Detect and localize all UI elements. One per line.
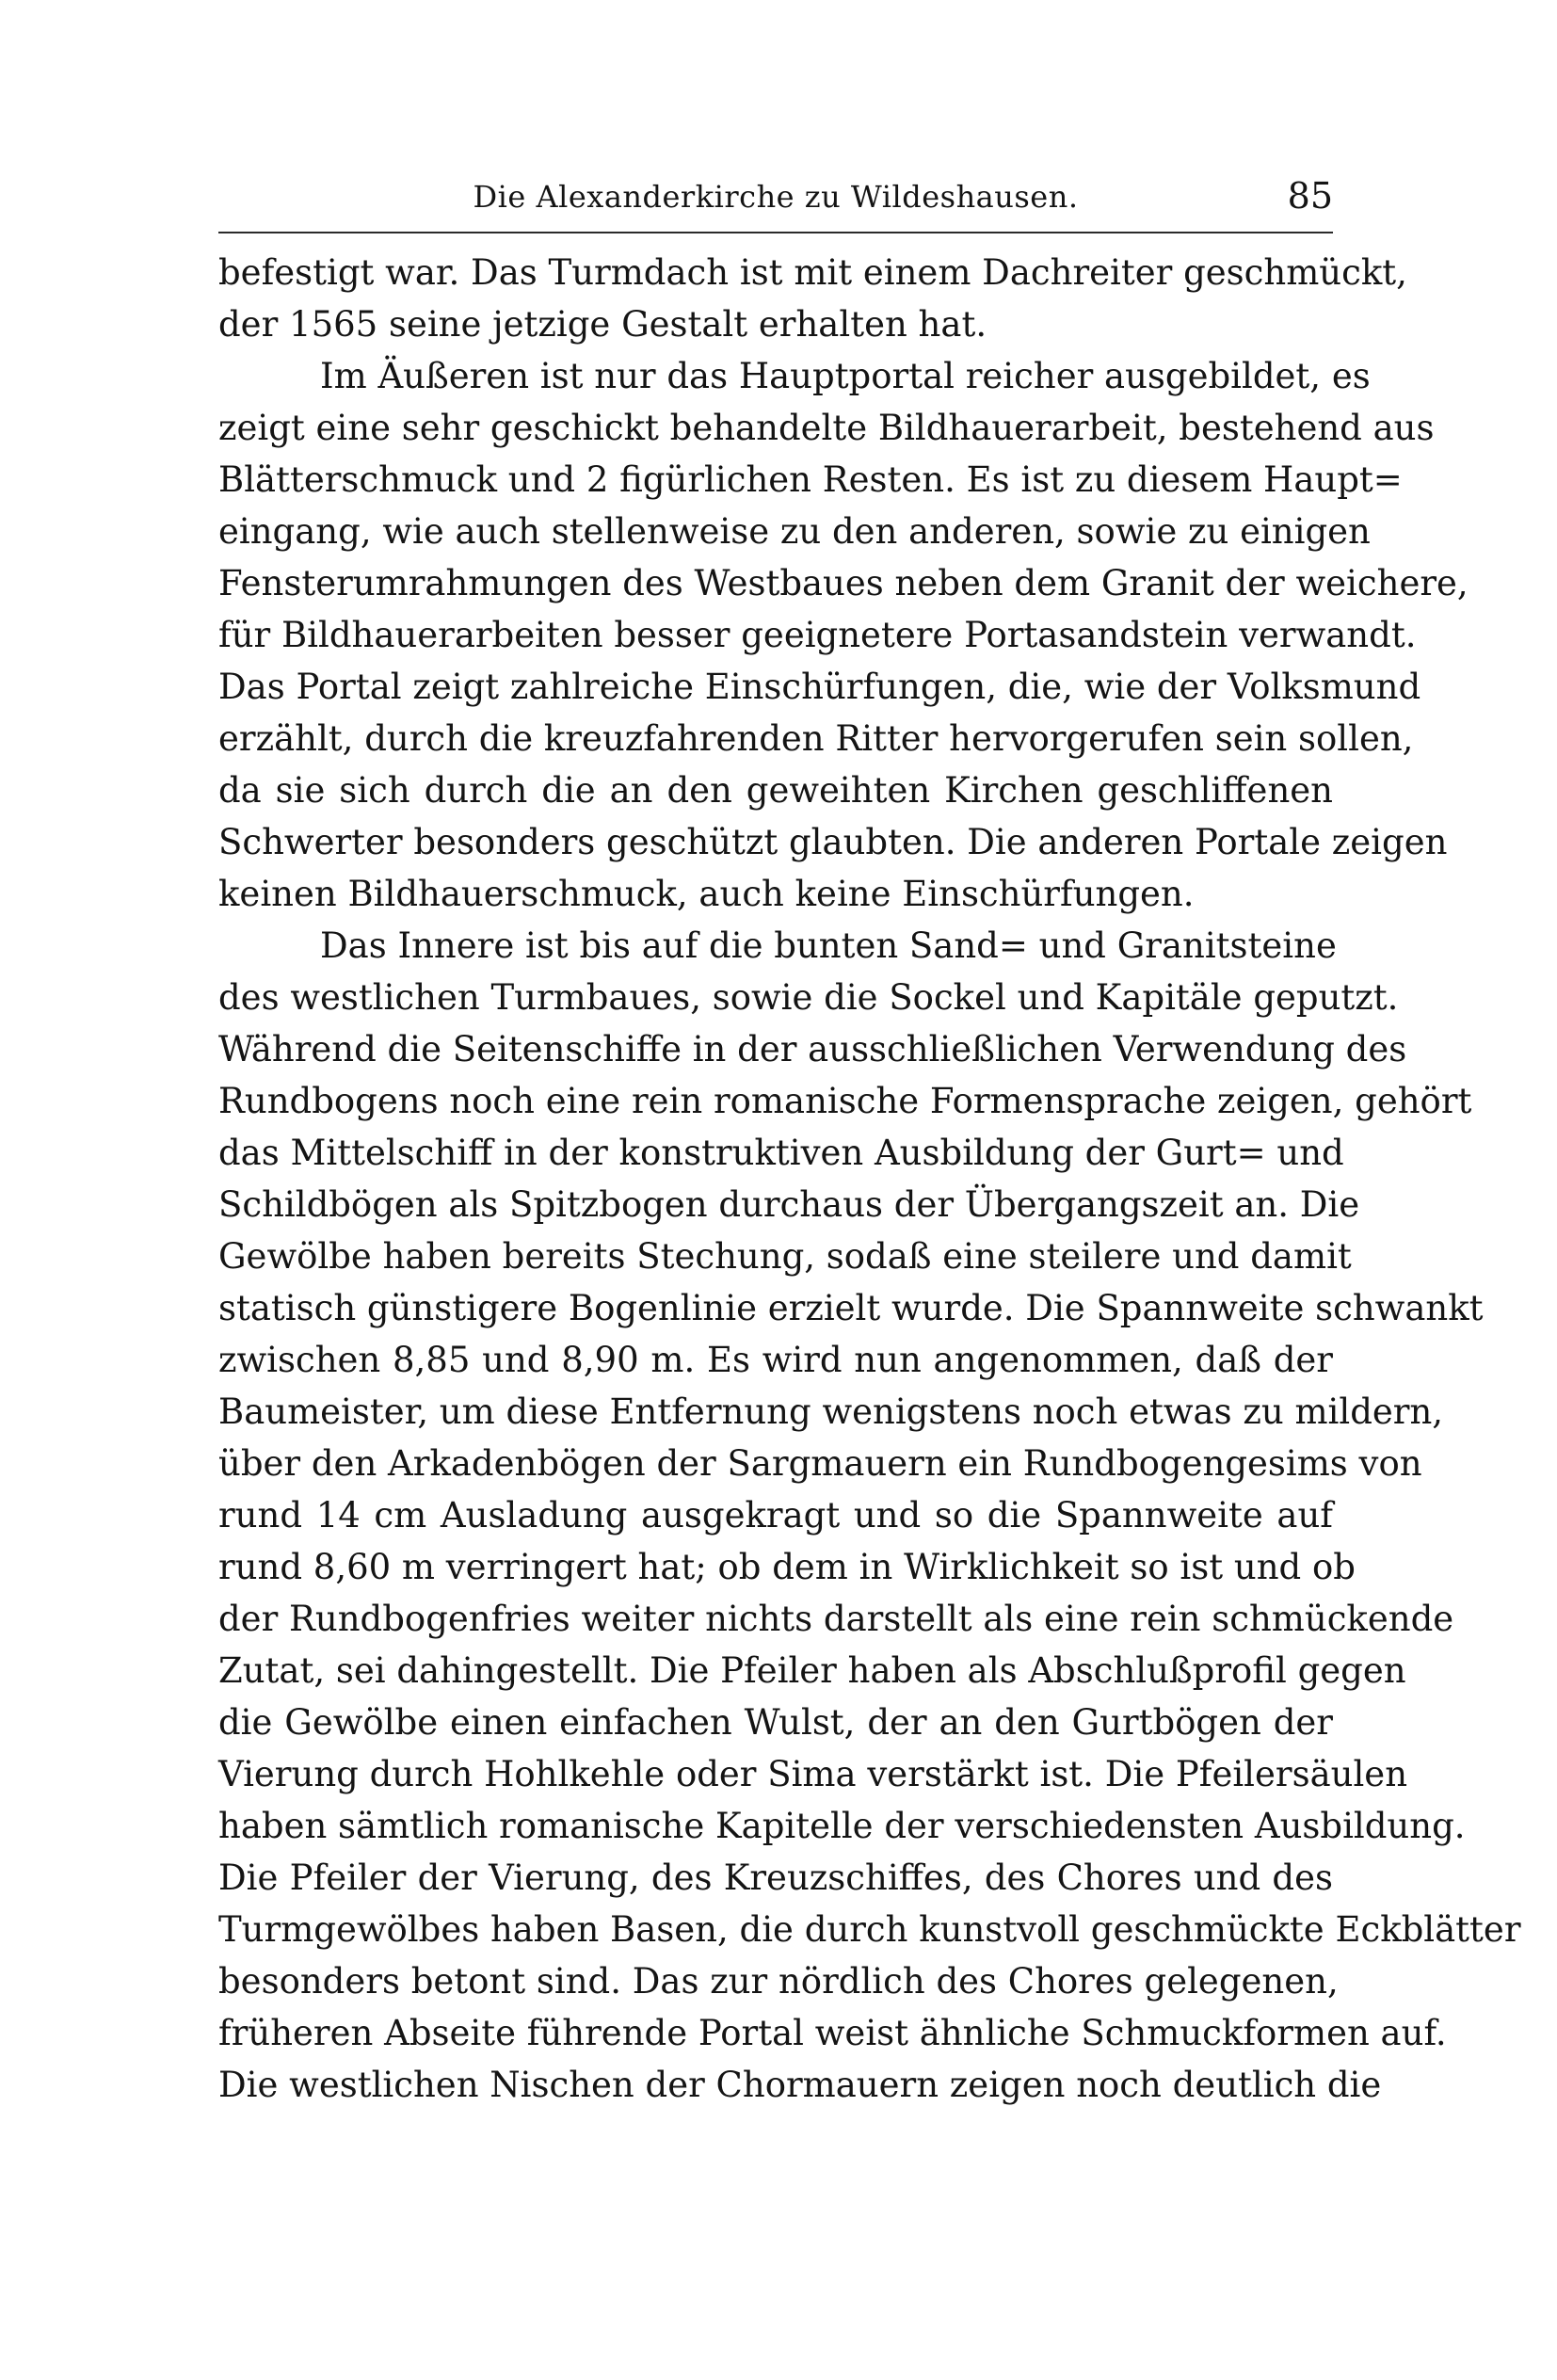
text-line: Blätterschmuck und 2 figürlichen Resten. Es ist zu diesem Haupt= <box>218 459 1403 500</box>
paragraph-first-line: Das Innere ist bis auf die bunten Sand= und Granitsteine <box>320 925 1337 966</box>
text-line: zeigt eine sehr geschickt behandelte Bildhauerarbeit, bestehend aus <box>218 408 1435 448</box>
text-line: der 1565 seine jetzige Gestalt erhalten hat. <box>218 304 987 345</box>
text-line: rund 8,60 m verringert hat; ob dem in Wirklichkeit so ist und ob <box>218 1547 1356 1587</box>
body-text <box>218 247 1521 2111</box>
text-line: statisch günstigere Bogenlinie erzielt wurde. Die Spannweite schwankt <box>218 1288 1484 1328</box>
text-line: Die westlichen Nischen der Chormauern zeigen noch deutlich die <box>218 2065 1382 2105</box>
header-rule <box>218 232 1333 233</box>
running-header <box>218 175 1333 228</box>
text-line: rund 14 cm Ausladung ausgekragt und so die Spannweite auf <box>218 1495 1333 1536</box>
text-line: befestigt war. Das Turmdach ist mit einem Dachreiter geschmückt, <box>218 252 1407 293</box>
text-line: Vierung durch Hohlkehle oder Sima verstärkt ist. Die Pfeilersäulen <box>218 1754 1408 1794</box>
text-line: keinen Bildhauerschmuck, auch keine Einschürfungen. <box>218 874 1195 914</box>
text-line: Das Portal zeigt zahlreiche Einschürfungen, die, wie der Volksmund <box>218 667 1421 707</box>
text-line: Turmgewölbes haben Basen, die durch kunstvoll geschmückte Eckblätter <box>218 1909 1521 1950</box>
text-line: Schwerter besonders geschützt glaubten. Die anderen Portale zeigen <box>218 822 1448 862</box>
text-line: besonders betont sind. Das zur nördlich des Chores gelegenen, <box>218 1961 1339 2002</box>
text-line: der Rundbogenfries weiter nichts darstellt als eine rein schmückende <box>218 1599 1454 1639</box>
text-line: Baumeister, um diese Entfernung wenigstens noch etwas zu mildern, <box>218 1391 1444 1432</box>
text-line: über den Arkadenbögen der Sargmauern ein Rundbogengesims von <box>218 1443 1422 1484</box>
text-line: da sie sich durch die an den geweihten Kirchen geschliffenen <box>218 770 1333 811</box>
text-line: zwischen 8,85 und 8,90 m. Es wird nun angenommen, daß der <box>218 1340 1333 1380</box>
text-line: Während die Seitenschiffe in der ausschließlichen Verwendung des <box>218 1029 1407 1069</box>
text-line: haben sämtlich romanische Kapitelle der verschiedensten Ausbildung. <box>218 1806 1466 1846</box>
page-number: 85 <box>1287 175 1333 217</box>
text-line: Fensterumrahmungen des Westbaues neben dem Granit der weichere, <box>218 563 1469 603</box>
paragraph-first-line: Im Äußeren ist nur das Hauptportal reicher ausgebildet, es <box>320 356 1371 396</box>
text-line: erzählt, durch die kreuzfahrenden Ritter hervorgerufen sein sollen, <box>218 718 1414 759</box>
text-line: Die Pfeiler der Vierung, des Kreuzschiffes, des Chores und des <box>218 1857 1333 1898</box>
text-line: Rundbogens noch eine rein romanische Formensprache zeigen, gehört <box>218 1081 1472 1121</box>
text-line: Gewölbe haben bereits Stechung, sodaß eine steilere und damit <box>218 1236 1352 1277</box>
text-line: eingang, wie auch stellenweise zu den anderen, sowie zu einigen <box>218 511 1371 552</box>
text-line: die Gewölbe einen einfachen Wulst, der an den Gurtbögen der <box>218 1702 1333 1743</box>
text-line: Zutat, sei dahingestellt. Die Pfeiler haben als Abschlußprofil gegen <box>218 1650 1406 1691</box>
running-title: Die Alexanderkirche zu Wildeshausen. <box>473 179 1079 215</box>
text-line: das Mittelschiff in der konstruktiven Ausbildung der Gurt= und <box>218 1133 1344 1173</box>
text-line: für Bildhauerarbeiten besser geeignetere Portasandstein verwandt. <box>218 615 1417 655</box>
text-line: des westlichen Turmbaues, sowie die Sockel und Kapitäle geputzt. <box>218 977 1399 1018</box>
text-line: früheren Abseite führende Portal weist ähnliche Schmuckformen auf. <box>218 2013 1447 2053</box>
text-line: Schildbögen als Spitzbogen durchaus der Übergangszeit an. Die <box>218 1184 1360 1225</box>
